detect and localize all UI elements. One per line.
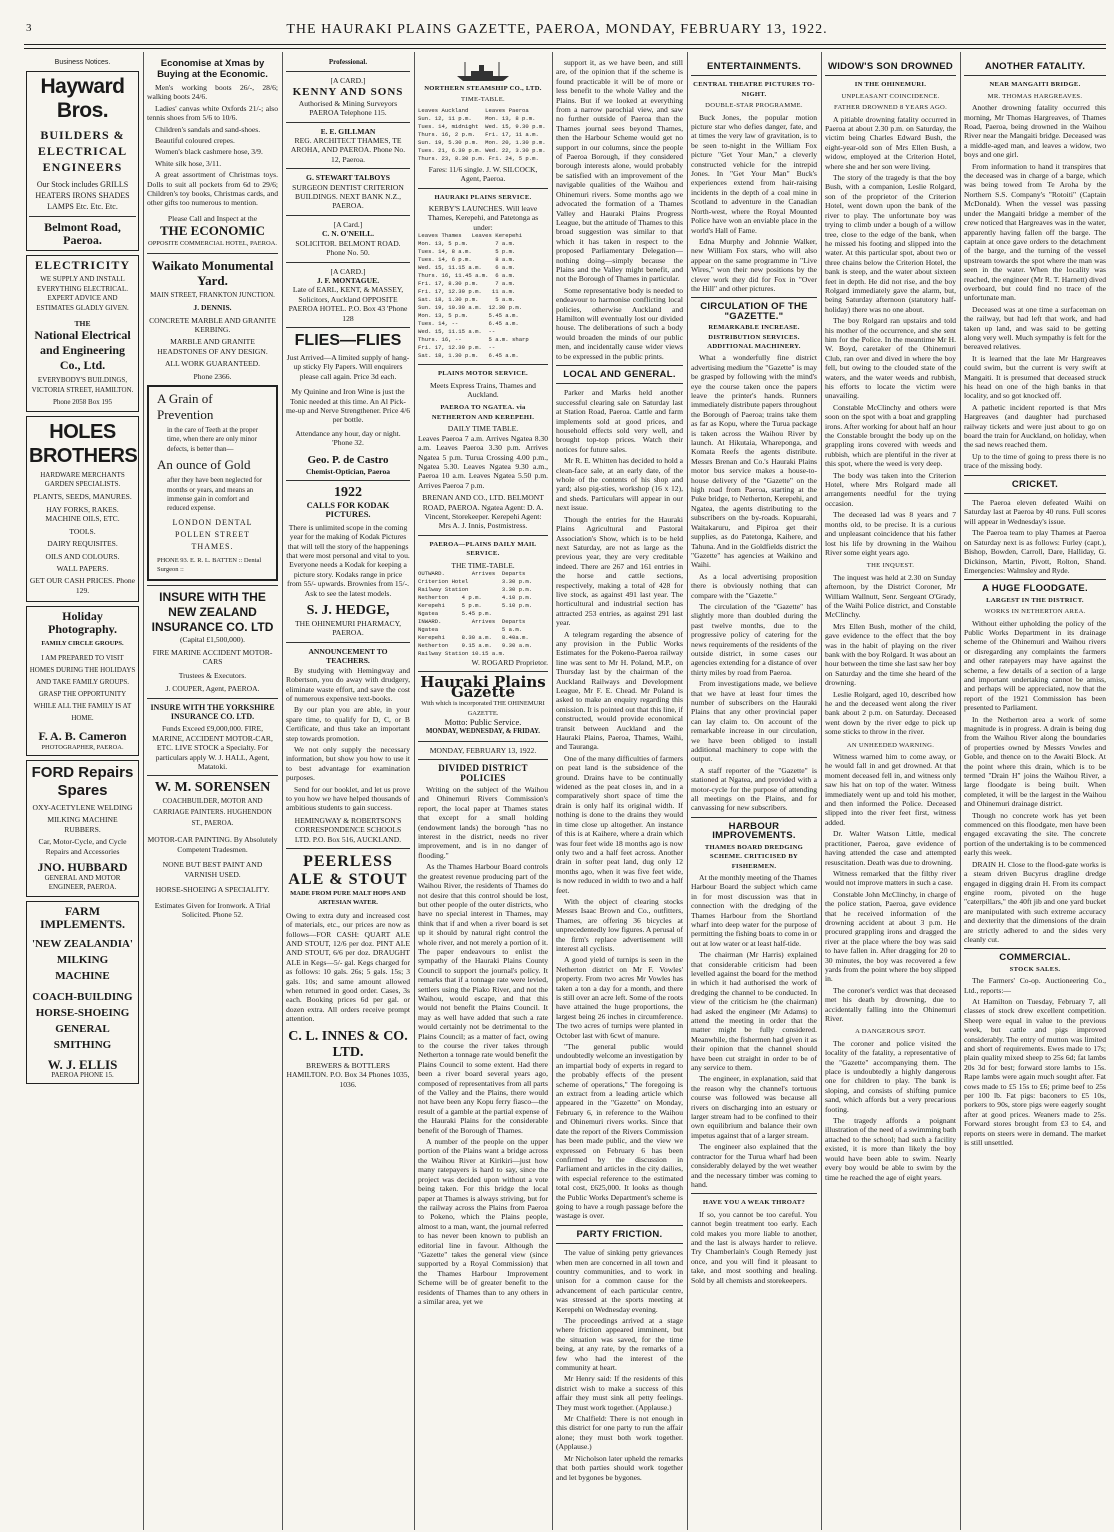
sorensen-name: W. M. SORENSEN	[154, 780, 271, 796]
waikato-address: MAIN STREET, FRANKTON JUNCTION.	[150, 290, 275, 299]
launch-sub: KERBY'S LAUNCHES. Will leave Thames, Kerepehi, and Patetonga as under:	[427, 204, 539, 232]
national-the: THE	[74, 319, 91, 329]
local-general-heading: LOCAL AND GENERAL.	[563, 369, 676, 380]
innes-sub: BREWERS & BOTTLERS HAMILTON. P.O. Box 34 Phones 1035, 1036.	[286, 1060, 410, 1089]
paragraph: Phone 2366.	[193, 371, 232, 381]
nzins-agent: J. COUPER, Agent, PAEROA.	[165, 684, 260, 694]
column-local-general	[556, 58, 683, 1530]
grain-body: in the care of Teeth at the proper time, when there are only minor defects, is better than—	[167, 425, 258, 453]
editorial-continued	[556, 58, 683, 361]
top-rule-2	[24, 48, 1106, 49]
oneill-card: [A Card.]	[333, 219, 363, 229]
masthead-page-number: 3	[26, 22, 33, 34]
column-rule	[687, 52, 688, 1530]
launch-heading: HAURAKI PLAINS SERVICE.	[434, 193, 532, 201]
paragraph: The circulation of the "Gazette" has slightly more than doubled during the past twelve months, due to the progressive policy of catering for the news requirements of the residents of the outside district, in some cases our agencies extending for a distance of over thirty miles by road from Paeroa.	[691, 601, 817, 677]
waikato-body	[147, 316, 278, 381]
farm-heading: FARM IMPLEMENTS.	[39, 903, 125, 931]
circulation-heading: CIRCULATION OF THE "GAZETTE."	[700, 301, 808, 322]
party-friction-heading: PARTY FRICTION.	[576, 1228, 663, 1240]
montague-body: Late of EARL, KENT, & MASSEY, Solicitors, Auckland OPPOSITE PAEROA HOTEL. P.O. Box 43 'Phone 128	[288, 285, 408, 323]
flies-body: Just Arrived—A limited supply of hang-up sticky Fly Papers. Will enquirers please call again. Price 3d each.	[286, 352, 410, 381]
motor-sub: Meets Express Trains, Thames and Auckland.	[430, 380, 536, 400]
fatality-sub: NEAR MANGAITI BRIDGE.	[989, 81, 1081, 89]
paragraph: At the monthly meeting of the Thames Harbour Board the subject which came in for most discussion was that in connection with the dredging of the Thames Harbour from the Shortland wharf into deep water for the purpose of permitting the fishing boats to come in or out at low water or at least half-tide.	[691, 872, 817, 948]
column-professional	[286, 58, 410, 1530]
paragraph: support it, as we have been, and still are, of the opinion that if the scheme is found practicable it will be of more or less benefit to the whole Valley and the Plains. But if we looked at everything from a narrow parochial view, and saw no further outside of Paeroa than the Thames journal sees beyond Thames, then the Harbour Scheme would get no support in our columns, since the people of Paeroa Borough, if they considered borough interests alone, would probably be satisfied with an improvement of the navigable qualities of the Waihou and Ohinemuri rivers. Some months ago we advocated the formation of a Thames Valley and Hauraki Plains Progress League, but the attitude of Thames to this broad suggestion was similar to that which it has taken in respect to the proposed Parliamentary Delegation—nothing doing—simply because the Plains and the Valley might benefit, and not the Borough of Thames in particular.	[556, 58, 683, 284]
paragraph: As the Thames Harbour Board controls the greatest revenue producing part of the Waihou River, the residents of Thames do not desire that this control should be lost, but other people of the outer districts, who have no special interest in Thames, may think that if and when a river board is set up it should by natural right control the whole river, and not merely a portion of it. The paper endeavours to enlist the sympathy of the Hauraki Plains County Council to support the journal's policy. It remarks that if a tonnage rate were levied, settlers using the Piako River, and not the Waihou, would escape, and that this would not benefit the Plains Council. It may as well have added that such a rate would certainly not be detrimental to the Plains Council; as a matter of fact, owing to the course the river takes through Netherton a tonnage rate would benefit the Plains Council to some extent. Had there been a river board several years ago, composed of representatives from all parts of the Valley and the Plains, there would not have been any Kopu ferry fiasco—the result of a gamble at the partial expense of the Hauraki Plains for the considerable benefit of the Borough of Thames.	[418, 862, 548, 1135]
fatality-sub-2: MR. THOMAS HARGREAVES.	[987, 92, 1083, 100]
column-business-notices	[26, 58, 139, 1530]
montague-card: [A CARD.]	[330, 266, 366, 276]
motor-heading: PLAINS MOTOR SERVICE.	[437, 370, 529, 378]
paragraph: Though the entries for the Hauraki Plains Agricultural and Pastoral Association's Show, which is to be held next Saturday, are not as large as the previous year, they are very creditable indeed. There are 267 and 161 entries in the horse and cattle sections, respectively, making a total of 428 for live stock, as against 491 last year. The horticultural and industrial section has attracted 253 entries, as against 291 last year.	[556, 514, 683, 628]
mail-timetable: OUTWARD. Arrives Departs Criterion Hotel 3.30 p.m. Railway Station 3.30 p.m. Netherton 4 p.m. 4.10 p.m. Kerepehi 5 p.m. 5.10 p.m. Ngatea 5.45 p.m. INWARD. Arrives Departs Ngatea 5 a.m. Kerepehi 8.30 a.m. 8.40a.m. Netherton 9.15 a.m. 9.30 a.m. Railway Station 10.15 a.m.	[418, 569, 533, 657]
kenny-body: Authorised & Mining Surveyors PAEROA Telephone 115.	[298, 98, 398, 118]
cricket-body	[964, 498, 1106, 575]
widows-son-sub-2: UNPLEASANT COINCIDENCE.	[841, 92, 940, 100]
harbour-body	[691, 873, 817, 1189]
widows-son-sub-1: IN THE OHINEMURI.	[854, 81, 927, 89]
hubbard-sub: GENERAL AND MOTOR ENGINEER, PAEROA.	[44, 873, 121, 892]
national-phone: Phone 2058 Box 195	[53, 398, 112, 407]
paragraph: The story of the tragedy is that the boy Bush, with a companion, Leslie Rolgard, son of the proprietor of the Criterion Hotel, went down upon the bank of the river to play. The unfortunate boy was trying to climb under a bough of a willow tree, close to the edge of the bank, when he missed his footing and slipped into the water. At this particular spot, about two or three chains below the Criterion Hotel, the bank is steep, and the water about sixteen feet in depth. He did not rise, and the boy Rolgard immediately gave the alarm, but, being Saturday afternoon (statutory half-holiday) there was no one about.	[825, 173, 956, 314]
mail-signature: W. ROGARD Proprietor.	[471, 657, 548, 667]
quinine-attendance: Attendance any hour, day or night. 'Phone 32.	[295, 428, 401, 448]
castro-sub: Chemist-Optician, Paeroa	[305, 466, 391, 476]
paragraph: Edna Murphy and Johnnie Walker, new William Fox stars, who will also appear on the same programme in "Live Wires," won their new positions by the clever work they did for Fox in "Over the Hill" and other pictures.	[691, 236, 817, 293]
paragraph: ALL WORK GUARANTEED.	[164, 359, 261, 369]
paragraph: Send for our booklet, and let us prove to you how we have helped thousands of ambitious students to gain success.	[286, 784, 410, 813]
gillman-name: E. E. GILLMAN	[320, 126, 376, 136]
paragraph: A telegram regarding the absence of any provision in the Public Works Estimates for the Pokeno-Paeroa railway line was sent to Mr H. Poland, M.P., on Thursday last by the chairman of the Auckland Railways and Development League, Mr F. E. Chead. Mr Poland is asked to make an enquiry regarding this omission. It is pointed out that this line, if constructed, would provide economical transit between Auckland and the Hauraki Plains, Paeroa, Thames, Waihi, and Tauranga.	[556, 629, 683, 752]
brenan-agents: BRENAN AND CO., LTD. BELMONT ROAD, PAEROA. Ngatea Agent: D. A. Vincent, Storekeeper. Kerepehi Agent: Mrs A. J. Innis, Postmistress.	[422, 493, 544, 531]
paragraph: The value of sinking petty grievances when men are concerned in all town and country communities, and to work in unison for a common cause for the advancement of each particular centre, was stressed at the sports meeting at Kerepehi on Wednesday evening.	[556, 1248, 683, 1314]
paragraph: A pathetic incident reported is that Mrs Hargreaves (and daughter had purchased railway tickets and were just about to go on board the train for Auckland, on holiday, when the sad news reached them.	[964, 402, 1106, 450]
ngatea-heading: PAEROA TO NGATEA. via NETHERTON AND KEREPEHI.	[431, 404, 535, 421]
ford-repairs-ad	[26, 760, 139, 897]
column-rule	[414, 52, 415, 1530]
paragraph: PLANTS, SEEDS, MANURES.	[33, 492, 132, 502]
paragraph: The engineer also explained that the contractor for the Turua wharf had been considerably delayed by the wet weather and the necessary timber was coming to hand.	[691, 1142, 817, 1189]
column-rule	[552, 52, 553, 1530]
nzins-types: FIRE MARINE ACCIDENT MOTOR-CARS	[152, 648, 273, 667]
peerless-heading: PEERLESS ALE & STOUT	[288, 853, 408, 888]
section-heading: Business Notices.	[54, 59, 111, 66]
paragraph: The Paeroa eleven defeated Waihi on Saturday last at Paeroa by 40 runs. Full scores will appear in Wednesday's issue.	[964, 498, 1106, 526]
paragraph: Witness warned him to come away, or he would fall in and get drowned. At that moment deceased fell in, and witness only saw his hat on top of the water. Witness immediately went up and told his mother, and then informed the Police. Deceased slipped into the river feet first, witness added.	[825, 752, 956, 827]
paragraph: DAIRY REQUISITES.	[47, 539, 118, 549]
paragraph: With the object of clearing stocks Messrs Isaac Brown and Co., outfitters, Thames, are offering 36 bicycles at unprecedentedly low figures. A perusal of the firm's replace advertisement will interest all cyclists.	[556, 896, 683, 953]
paragraph: A number of the people on the upper portion of the Plains want a bridge across the Waihou River at Kirikiri—just how many ratepayers is hard to say, since the project was decided upon without a vote being taken. For this bridge the local paper at Thames is always striving, but for the railway across the Plains from Paeroa to Pokeno, which the Plains people, almost to a man, want, the journal referred to has never been known to publish an editorial line in favour. Although the "Gazette" takes the general view (since supported by a Royal Commission) that the Thames Harbour Improvement Scheme will be of greater benefit to the residents of Thames than to any others in a similar area, yet we	[418, 1137, 548, 1306]
national-body: EVERYBODY'S BUILDINGS, VICTORIA STREET, HAMILTON.	[31, 376, 134, 394]
gillman-body: REG. ARCHITECT THAMES, TE AROHA, AND PAEROA. Phone No. 12, Paeroa.	[290, 136, 406, 164]
flies-heading: FLIES—FLIES	[294, 331, 402, 349]
masthead	[0, 22, 1114, 38]
paragraph: We not only supply the necessary information, but show you how to use it to best advantage for examination purposes.	[286, 744, 410, 783]
hayward-address: Belmont Road, Paeroa.	[44, 220, 121, 248]
floodgate-sub-2: WORKS IN NETHERTON AREA.	[984, 608, 1086, 616]
kenny-card: [A CARD.]	[330, 76, 366, 86]
paragraph: What a wonderfully fine district advertising medium the "Gazette" is may be grasped by following with the mind's eye the course taken once the papers leave the printer's hands. Runners immediately distribute papers throughout the Borough of Paeroa; trains take them as far as Kopu, where the Turua package is taken across the Waihou River by launch. At Hikutaia, Whareponga, and Komata Reefs the agents distribute. Messrs Brenan and Co.'s Hauraki Plains motor bus service makes a house-to-house delivery of the "Gazette" on the high road from Paeroa, starting at the Puke bridge, to Netherton, Kerepehi, and Ngatea, the agents distributing to the subscribers on the by-roads. Kopuarahi, Waitakaruru, and Pipiroa get their supplies, as do Patetonga, Kaihere, and Tahuna. And in the Goldfields district the "Gazette" has agencies at Waikino and Waihi.	[691, 353, 817, 570]
paragraph: One of the many difficulties of farmers on peat land is the subsidence of the ground. Drains have to be continually widened as the peat closes in, and in a comparatively short space of time the drain is only half its original width. If nothing is done to the drains they would in time close up altogether. An instance of this is at Kaihere, where a drain which was four feet wide 18 months ago is now only two and a half feet across. Another drain in softer peat land, dug only 12 months ago, when it was five feet wide, is now reduced in width to two and a half feet.	[556, 753, 683, 895]
paragraph: Another drowning fatality occurred this morning, Mr Thomas Hargreaves, of Thames Road, Paeroa, being drowned in the Waihou River near the Mangaiti bridge. Deceased was a middle-aged man, and leaves a widow, two boys and one girl.	[964, 103, 1106, 160]
paragraph: Up to the time of going to press there is no trace of the missing body.	[964, 451, 1106, 471]
paragraph: At Hamilton on Tuesday, February 7, all classes of stock drew excellent competition. Sheep were equal in value to the previous week, but cattle and pigs improved considerably. The entry of mutton was limited and short of requirements. Ewes made to 17s; plain quality mixed sheep to 25s 6d; fat lambs 20s 3d for best; forward store lambs to 15s. Rape lambs were again much sought after. Fat cows made to £5 15s to £6; prime beef to 25s per 100 lb. Fat pigs: baconers to £5 10s, porkers to 90s, store pigs were eagerly sought after at good prices. Weaners made to 25s. Forward stores brought from £3 to £4, and reports on steers were in demand. The market is still unsettled.	[964, 996, 1106, 1148]
paragraph: In the Netherton area a work of some magnitude is in progress. A drain is being dug from the Waihou River along the boundaries of properties owned by Messrs Vowles and Goble, and thence on to the Awaiti Block. At the point where this drain, which is to be termed "Drain H" joins the Waihou River, a large floodgate is being built. When completed, it will be the largest in the Waihou and Ohinemuri drainage district.	[964, 714, 1106, 809]
hemingway-name: HEMINGWAY & ROBERTSON'S CORRESPONDENCE SCHOOLS LTD. P.O. Box 516, AUCKLAND.	[294, 815, 402, 844]
cameron-name: F. A. B. Cameron	[38, 728, 127, 743]
nzins-capital: (Capital £1,500,000).	[180, 634, 245, 644]
oneill-body: SOLICITOR. BELMONT ROAD. Phone No. 50.	[295, 238, 401, 258]
hayward-trade: BUILDERS & ELECTRICAL ENGINEERS	[37, 128, 128, 175]
coach-heading: COACH-BUILDING HORSE-SHOEING GENERAL SMITHING	[32, 990, 133, 1051]
york-body: Funds Exceed £9,000,000. FIRE, MARINE, ACCIDENT MOTOR-CAR, ETC. LIVE STOCK a Specialty. For particulars apply W. J. HALL, Agent, Matatoki.	[152, 724, 273, 772]
ellis-name: W. J. ELLIS	[47, 1056, 118, 1072]
paragraph: Mr R. E. Whitten has decided to hold a clean-face sale, at an early date, of the whole of the contents of his shop and yard; also pig-sties, workshop (16 x 12), and sheds. Particulars will appear in our next issue.	[556, 456, 683, 513]
dental-name: LONDON DENTAL POLLEN STREET THAMES.	[172, 517, 253, 551]
paragraph: The Paeroa team to play Thames at Paeroa on Saturday next is as follows: Furley (capt.), Bishop, Bowden, Carroll, Dare, Halliday, G. Dickinson, Martin, Pivott, Rolton, Shand. Emergencies: Walmsley and Ryde.	[964, 528, 1106, 575]
castro-name: Geo. P. de Castro	[307, 453, 389, 466]
fatality-body	[964, 103, 1106, 470]
widows-son-body	[825, 115, 956, 558]
hayward-bros-ad	[26, 71, 139, 251]
nzins-heading: INSURE WITH THE NEW ZEALAND INSURANCE CO. LTD	[151, 589, 274, 634]
harbour-sub: THAMES BOARD DREDGING SCHEME. CRITICISED BY FISHERMEN.	[704, 843, 804, 870]
hubbard-name: JNO. HUBBARD	[37, 859, 128, 874]
electricity-ad	[26, 255, 139, 411]
paragraph: HAY FORKS, RAKES. MACHINE OILS, ETC.	[45, 504, 120, 524]
party-friction-body	[556, 1248, 683, 1482]
paragraph: Ladies' canvas white Oxfords 21/-; also tennis shoes from 5/6 to 10/6.	[147, 103, 278, 123]
grain-prevention-ad	[147, 385, 278, 581]
dental-phone: PHONE 93. E. R. L. BATTEN :: Dental Surgeon ::	[157, 556, 262, 574]
throat-heading: HAVE YOU A WEAK THROAT?	[702, 1199, 806, 1207]
paragraph: MARBLE AND GRANITE HEADSTONES OF ANY DESIGN.	[157, 337, 268, 356]
paragraph: Without either upholding the policy of the Public Works Department in its drainage scheme of the Ohinemuri and Waihou rivers or disregarding any complaints the farmers and other ratepayers may have against the scheme, a few details of a section of a large and important undertaking cannot be amiss, and perhaps will be appreciated, now that the report of the 1921 Commission has been presented to Parliament.	[964, 618, 1106, 713]
paragraph: Women's black cashmere hose, 3/9.	[155, 147, 263, 157]
sorensen-horse: HORSE-SHOEING A SPECIALITY.	[155, 885, 270, 895]
ford-heading: FORD Repairs Spares	[31, 763, 134, 799]
grain-heading: A Grain of Prevention	[157, 390, 214, 422]
throat-body: If so, you cannot be too careful. You cannot begin treatment too early. Each cold makes you more liable to another, and the last is always harder to relieve. Try Chamberlain's Cough Remedy just once, and you will find it pleasant to take, and most soothing and healing. Sold by all chemists and storekeepers.	[691, 1209, 817, 1285]
commercial-heading: COMMERCIAL.	[999, 952, 1071, 964]
paragraph: WALL PAPERS.	[56, 563, 109, 573]
paragraph: The Farmers' Co-op. Auctioneering Co., Ltd., reports:—	[964, 976, 1106, 995]
paragraph: The deceased lad was 8 years and 7 months old, to be precise. It is a curious and unpleasant coincidence that his father lost his life by drowning in the Waihou River some eight years ago.	[825, 510, 956, 557]
quinine-body: My Quinine and Iron Wine is just the Tonic needed at this time. An Al Pick-me-up and Nerve Strengthener. Price 4/6 per bottle.	[286, 387, 410, 425]
gazette-sub: With which is incorporated THE OHINEMURI GAZETTE.	[421, 700, 545, 717]
talboys-name: G. STEWART TALBOYS	[306, 173, 390, 183]
holes-items	[29, 492, 136, 595]
waikato-name: J. DENNIS.	[193, 303, 232, 313]
peerless-body: Owing to extra duty and increased cost of materials, etc., our prices are now as follows—FOR CASH: QUART ALE AND STOUT, 12/6 per doz. PINT ALE AND STOUT, 6/6 per doz. DRAUGHT ALE in Kegs—5/- gal. Kegs charged for as follows: 10 gals. 26s; 5 gals. 15s; 3 gals. 10s; and same amount allowed when returned in good order. Cases, 3s each. Booking prices 6d per gal. or dozen extra. All orders receive prompt attention.	[286, 910, 410, 1024]
ship-heading: NORTHERN STEAMSHIP CO., LTD.	[424, 85, 542, 92]
paragraph: Men's working boots 26/-, 28/6; walking boots 24/6.	[147, 83, 278, 102]
paragraph: As a local advertising proposition there is obviously nothing that can compare with the "Gazette."	[691, 571, 817, 600]
paragraph: DRAIN H. Close to the flood-gate works is a steam driven Bucyrus dragline dredge engaged in digging drain H. From its compact engine room, pivoted on the huge "caterpillars," the 40ft jib and one yard bucket are manipulated with such extreme accuracy and dexterity that the dimensions of the drain are strictly adhered to and the sides very cleanly cut.	[964, 859, 1106, 944]
commercial-body	[964, 976, 1106, 1147]
paragraph: By studying with Hemingway and Robertson, you do away with drudgery, eliminate waste effort, and save the cost of numerous expensive text-books.	[286, 665, 410, 703]
paragraph: Children's sandals and sand-shoes.	[155, 124, 261, 134]
paragraph: The boy Rolgard ran upstairs and told his mother of the occurrence, and she sent him for the Police. In the meantime Mr H. W. Boyd, caretaker of the Ohinemuri Club, ran over and dived in where the boy fell, but owing to the clouded state of the waters, and the water weeds and rubbish, his efforts to locate the victim were unavailing.	[825, 316, 956, 401]
column-rule	[143, 52, 144, 1530]
paragraph: Mrs Ellen Bush, mother of the child, gave evidence to the effect that the boy was in the habit of playing on the river bank with the boy Rolgard. It was about an hour between the time she last saw her boy on Saturday and the time she heard of the drowning.	[825, 621, 956, 688]
grain-body-2: after they have been neglected for months or years, and means an immense gain in comfort and reduced expense.	[167, 476, 263, 513]
holiday-sub: FAMILY CIRCLE GROUPS.	[41, 640, 124, 648]
montague-name: J. F. MONTAGUE.	[316, 275, 380, 285]
holiday-body: I AM PREPARED TO VISIT HOMES DURING THE HOLIDAYS AND TAKE FAMILY GROUPS. GRASP THE OPPORTUNITY WHILE ALL THE FAMILY IS AT HOME.	[29, 653, 136, 722]
editorial-body	[418, 785, 548, 1306]
paragraph: Buck Jones, the popular motion picture star who defies danger, fate, and at times the very law of gravitation, is to be seen to-night in the William Fox picture "Get Your Man," a cleverly constructed vehicle for the intrepid Jones. In "Get Your Man" Buck's experiences extend from hair-raising incidents in the depth of a coal mine in Scotland to adventure in the Canadian North-west, where the Royal Mounted Police have won an enviable place in the world's Hall of Fame.	[691, 112, 817, 235]
paragraph: MILKING MACHINE RUBBERS.	[47, 815, 118, 834]
gazette-days: MONDAY, WEDNESDAY, & FRIDAY.	[426, 728, 540, 736]
gazette-nameplate: Hauraki Plains Gazette	[420, 673, 546, 701]
paragraph: Some representative body is needed to endeavour to harmonise conflicting local policies, otherwise Auckland and Hamilton will eventually lost our divided house. The deliberations of such a body would broaden the minds of our public men, and incidentally cause wider views to be expressed in the public prints.	[556, 285, 683, 361]
hayward-name: Hayward Bros.	[40, 75, 125, 123]
column-widows-son	[825, 58, 956, 1530]
ship-timetable-heading: TIME-TABLE.	[461, 96, 505, 104]
paragraph: Writing on the subject of the Waihou and Ohinemuri Rivers Commission's report, the local paper at Thames states that except for a small holding (endowment lands) the borough "has no interest in the district, needs no river improvement, and is in no danger of flooding."	[418, 785, 548, 860]
ship-timetable: Leaves Auckland Leaves Paeroa Sun. 12, 11 p.m. Mon. 13, 8 p.m. Tues. 14, midnight Wed. 15, 9.30 p.m. Thurs. 16, 2 p.m. Fri. 17, 11 a.m. Sun. 19, 5.30 p.m. Mon. 20, 1.30 p.m. Tues. 21, 6.30 p.m. Wed. 22, 3.30 p.m. Thurs. 23, 8.30 p.m. Fri. 24, 5 p.m.	[418, 106, 546, 162]
paragraph: Car, Motor-Cycle, and Cycle Repairs and Accessories	[38, 837, 127, 856]
grain-heading-2: An ounce of Gold	[157, 457, 251, 473]
column-rule	[960, 52, 961, 1530]
paragraph: The coroner's verdict was that deceased met his death by drowning, due to accidentally falling into the Ohinemuri River.	[825, 985, 956, 1023]
hayward-stock: Our Stock includes GRILLS HEATERS IRONS SHADES LAMPS Etc. Etc. Etc.	[35, 180, 130, 212]
widows-son-sub-3: FATHER DROWNED 8 YEARS AGO.	[833, 104, 948, 112]
holes-name: HOLES BROTHERS	[29, 420, 138, 467]
paragraph: Dr. Walter Watson Little, medical practitioner, Paeroa, gave evidence of having attended the case and attempted resuscitation. Death was due to drowning.	[825, 829, 956, 867]
steamship-icon	[453, 60, 513, 82]
paragraph: The chairman (Mr Harris) explained that considerable criticism had been levelled against the board for the method in which it had authorised the work of dredging the channel to be conducted. In view of the criticism he (the chairman) had asked the engineer (Mr Adams) to attend the meeting in order that the matter might be fully considered. Meanwhile, the fishermen had given it as their opinion that the channel should have been cut straight in order to be of any service to them.	[691, 950, 817, 1073]
economic-body	[147, 83, 278, 208]
waikato-heading: Waikato Monumental Yard.	[151, 257, 274, 288]
paragraph: A good yield of turnips is seen in the Netherton district on Mr F. Vowles' property. From two acres Mr Vowles has taken a ton a day for a month, and there is still over an acre left. Some of the roots have attained the huge proportions, the largest being 26 inches in circumference. The two acres of turnips were planted in October last with 6cwt of manure.	[556, 955, 683, 1040]
holiday-heading: Holiday Photography.	[47, 609, 117, 637]
holes-trade: HARDWARE MERCHANTS GARDEN SPECIALISTS.	[40, 470, 125, 489]
cameron-sub: PHOTOGRAPHER, PAEROA.	[41, 743, 124, 751]
innes-name: C. L. INNES & CO. LTD.	[288, 1028, 408, 1060]
economic-call: Please Call and Inspect at the	[167, 213, 258, 223]
paragraph: A great assortment of Christmas toys. Dolls to suit all pockets from 6d to 29/6; Children's toy books, Christmas cards, and other gifts too numerous to mention.	[147, 170, 278, 208]
paragraph: Mr Nicholson later upheld the remarks that both parties should work together and let bygones be bygones.	[556, 1453, 683, 1482]
electricity-heading: ELECTRICITY	[34, 258, 131, 273]
paragraph: Mr Henry said: If the residents of this district wish to make a success of this affair they must sink all petty feelings. They must work together. (Applause.)	[556, 1374, 683, 1412]
mail-heading: PAEROA—PLAINS DAILY MAIL SERVICE.	[429, 540, 537, 558]
professional-heading: Professional.	[328, 58, 368, 66]
commercial-sub: STOCK SALES.	[1009, 965, 1061, 973]
launch-timetable: Leaves Thames Leaves Kerepehi Mon. 13, 5 p.m. 7 a.m. Tues. 14, 8 a.m. 5 p.m. Tues. 14, 6 p.m. 8 a.m. Wed. 15, 11.15 a.m. 6 a.m. Thurs. 16, 11.45 a.m. 6 a.m. Fri. 17, 8.30 p.m. 7 a.m. Fri. 17, 12.30 p.m. 11 a.m. Sat. 18, 1.30 p.m. 5 a.m. Sun. 19, 10.30 a.m. 12.30 p.m. Mon. 13, 5 p.m. 5.45 a.m. Tues. 14, -- 6.45 a.m. Wed. 15, 11.15 a.m. -- Thurs. 16, -- 5 a.m. sharp Fri. 17, 12.30 p.m. -- Sat. 18, 1.30 p.m. 6.45 a.m.	[418, 232, 529, 360]
teachers-body	[286, 666, 410, 813]
column-rule	[282, 52, 283, 1530]
ship-fares: Fares: 11/6 single. J. W. SILCOCK, Agent, Paeroa.	[428, 164, 538, 184]
floodgate-sub: LARGEST IN THE DISTRICT.	[986, 596, 1084, 604]
paragraph: Constable McClinchy and others were soon on the spot with a boat and grappling irons. After working for about half an hour the Constable brought the body up on the grappling irons covered with weeds and rubbish, which are plentiful in the river at this spot, where the weed is very deep.	[825, 402, 956, 469]
paragraph: A staff reporter of the "Gazette" is stationed at Ngatea, and provided with a motor-cycle for the purpose of attending all meetings on the Plains, and for canvassing for new subscribers.	[691, 765, 817, 813]
hedge-sub: THE OHINEMURI PHARMACY, PAEROA.	[295, 619, 401, 638]
floodgate-body	[964, 619, 1106, 945]
gazette-motto: Motto: Public Service.	[444, 717, 522, 727]
harbour-heading: HARBOUR IMPROVEMENTS.	[712, 820, 796, 842]
entertainments-heading: ENTERTAINMENTS.	[706, 61, 802, 72]
teachers-heading: ANNOUNCEMENT TO TEACHERS.	[308, 646, 388, 666]
paragraph: The tragedy affords a poignant illustration of the need of a swimming bath attached to the school; had such a facility existed, it is more than likely the boy would have been able to swim. Nearly every boy would be able to swim by the time he reached the age of eight years.	[825, 1116, 956, 1182]
hedge-name: S. J. HEDGE,	[306, 603, 390, 619]
gazette-date: MONDAY, FEBRUARY 13, 1922.	[429, 745, 537, 755]
economic-address: OPPOSITE COMMERCIAL HOTEL, PAEROA.	[148, 240, 277, 248]
sorensen-body: COACHBUILDER, MOTOR AND CARRIAGE PAINTERS. HUGHENDON ST., PAEROA.	[153, 797, 272, 828]
column-rule	[821, 52, 822, 1530]
kodak-year: 1922	[334, 485, 362, 500]
circulation-body	[691, 353, 817, 813]
national-name: National Electrical and Engineering Co., Ltd.	[34, 328, 131, 373]
inquest-heading: THE INQUEST.	[866, 562, 915, 570]
ngatea-body: Leaves Paeroa 7 a.m. Arrives Ngatea 8.30 a.m. Leaves Paeroa 3.30 p.m. Arrives Ngatea 5 p.m. Turua Crossing 4.00 p.m., Ngatea 5.30. Leaves Ngatea 9.30 a.m., Paeroa 10 a.m. Leaves Ngatea 5.50 p.m. Arrives Paeroa 7 p.m.	[418, 433, 548, 490]
paragraph: Beautiful coloured crepes.	[155, 136, 235, 146]
editorial-heading: DIVIDED DISTRICT POLICIES	[438, 763, 528, 783]
paragraph: Witness remarked that the filthy river would not improve matters in such a case.	[825, 868, 956, 888]
widows-son-heading: WIDOW'S SON DROWNED	[827, 61, 954, 72]
farm-implements-ad	[26, 901, 139, 1084]
warning-body	[825, 752, 956, 1023]
paragraph: Though no concrete work has yet been commenced on this floodgate, men have been engaged excavating the site. The concrete portion of the undertaking is to be commenced early this week.	[964, 810, 1106, 858]
paragraph: The coroner and police visited the locality of the fatality, a representative of the "Gazette" accompanying them. The place is undoubtedly a highly dangerous one for children to play. The bank is sloping, and consists of shifting pumice sand, which affords but a very precarious footing.	[825, 1038, 956, 1114]
sorensen-paint: NONE BUT BEST PAINT AND VARNISH USED.	[162, 860, 263, 879]
paragraph: Constable John McClinchy, in charge of the police station, Paeroa, gave evidence that he received information of the drowning accident at about 3 p.m. He procured grappling irons and dragged the river at the place where the boy was said to have fallen in. After dragging for 20 to 30 minutes, the boy was recovered a few yards from the point where the boy slipped in.	[825, 889, 956, 984]
nzins-trustees: Trustees & Executors.	[178, 670, 247, 680]
electricity-body: WE SUPPLY AND INSTALL EVERYTHING ELECTRICAL. EXPERT ADVICE AND ESTIMATES GLADLY GIVEN.	[36, 275, 129, 312]
column-another-fatality	[964, 58, 1106, 1530]
holes-brothers-ad	[26, 416, 139, 602]
kodak-heading: CALLS FOR KODAK PICTURES.	[306, 500, 390, 520]
column-entertainments	[691, 58, 817, 1530]
local-general-body	[556, 388, 683, 1220]
paragraph: The inquest was held at 2.30 on Sunday afternoon, by the District Coroner, Mr William Wallnutt, Senr. Sergeant O'Grady, of the Waihi Police district, and Constable McClinchy.	[825, 572, 956, 620]
column-advertisements-2	[147, 58, 278, 1530]
paragraph: CONCRETE MARBLE AND GRANITE KERBING.	[149, 315, 276, 334]
york-heading: INSURE WITH THE YORKSHIRE INSURANCE CO. LTD.	[150, 702, 275, 722]
kodak-body: There is unlimited scope in the coming year for the making of Kodak Pictures that will tell the story of the happenings that were most personal and vital to you. Everyone needs a Kodak for keeping a picture story. Kodaks range in price from 55/- upwards. Brownies from 15/-. Ask to see the latest models.	[286, 522, 410, 598]
economic-name: THE ECONOMIC	[159, 223, 266, 239]
oneill-name: C. N. O'NEILL.	[321, 229, 375, 239]
nz-milking-heading: 'NEW ZEALANDIA' MILKING MACHINE	[32, 937, 133, 982]
paragraph: "The general public would undoubtedly welcome an investigation by an impartial body of experts in regard to the probably effects of the present scheme of operations," The foregoing is an extract from a leading article which appeared in the "Gazette" on Monday, February 6, in reference to the Waihou and Ohinemuri rivers works. Since that date the report of the Rivers Commission has been made public, and the view we expressed on February 6 has been confirmed by the discussion in Parliament and articles in the city dailies, with especial reference to the estimated total cost, £625,000. It looks as though the Public Works Department's scheme is going to have a rough passage before the wastage is over.	[556, 1042, 683, 1221]
paragraph: The engineer, in explanation, said that the reason why the channel's tortuous course was followed was because all rivers on discharging into an estuary or larger stream had to be confined to their own equilibrium and balance their own impetus against that of a larger stream.	[691, 1074, 817, 1140]
talboys-body: SURGEON DENTIST CRITERION BUILDINGS. NEXT BANK N.Z., PAEROA.	[292, 182, 404, 211]
fatality-heading: ANOTHER FATALITY.	[984, 61, 1086, 72]
entertainments-body	[691, 113, 817, 294]
ngatea-timetable-heading: DAILY TIME TABLE.	[447, 424, 519, 434]
paragraph: The body was taken into the Criterion Hotel, where Mrs Rolgard made all arrangements needful for the trying occasion.	[825, 470, 956, 508]
entertainments-sub-2: DOUBLE-STAR PROGRAMME.	[705, 102, 803, 110]
paragraph: From information to hand it transpires that the deceased was in charge of a barge, which was being towed from Te Aroha by the Northern S.S. Company's "Rotoiti" (Captain McDonald). When the vessel was passing under the Mangaiti bridge a member of the crew noticed that Hargreaves was in the water, apparently having fallen off the barge. The captain at once gave orders to the detachment of the barge, and the turning of the vessel upstream towards the spot where the man was seen in the water. When the locality was reached, the engineer (Mr R. T. Harnett) dived overboard, but could find no trace of the unfortunate man.	[964, 161, 1106, 303]
paragraph: OILS AND COLOURS.	[45, 551, 120, 561]
warning-heading: AN UNHEEDED WARNING.	[846, 741, 935, 749]
top-rule	[24, 44, 1106, 45]
kenny-name: KENNY AND SONS	[292, 85, 404, 98]
masthead-title: THE HAURAKI PLAINS GAZETTE, PAEROA, MONDAY, FEBRUARY 13, 1922.	[286, 22, 828, 37]
sorensen-estimates: Estimates Given for Ironwork. A Trial Solicited. Phone 52.	[154, 900, 271, 919]
paragraph: A pitiable drowning fatality occurred in Paeroa at about 2.30 p.m. on Saturday, the victim being Charles Edward Bush, the eight-year-old son of Mrs Ellen Bush, a widow, employed at the Criterion Hotel, where she and her son were living.	[825, 114, 956, 171]
mail-timetable-heading: THE TIME-TABLE.	[451, 560, 515, 570]
holiday-photography-ad	[26, 606, 139, 756]
economic-heading: Economise at Xmas by Buying at the Economic.	[157, 58, 268, 80]
paragraph: Mr Chalfield: There is not enough in this district for one party to run the affair alone; they must both work together. (Applause.)	[556, 1414, 683, 1452]
paragraph: By our plan you are able, in your spare time, to qualify for D, C, or B Certificate, and thus take an important step towards promotion.	[286, 705, 410, 743]
floodgate-heading: A HUGE FLOODGATE.	[982, 583, 1088, 595]
circulation-sub: REMARKABLE INCREASE. DISTRIBUTION SERVICES. ADDITIONAL MACHINERY.	[707, 324, 801, 350]
inquest-body	[825, 573, 956, 737]
sorensen-motor: MOTOR-CAR PAINTING. By Absolutely Competent Tradesmen.	[147, 835, 278, 854]
paragraph: GET OUR CASH PRICES. Phone 129.	[29, 576, 136, 595]
paragraph: It is learned that the late Mr Hargreaves could swim, but the current is very swift at Mangaiti. It is presumed that deceased struck his head on one of the high banks in that locality, and so got knocked off.	[964, 353, 1106, 401]
paragraph: TOOLS.	[69, 526, 96, 536]
paragraph: The proceedings arrived at a stage where friction appeared imminent, but the situation was saved, for the time being, at any rate, by the remarks of a few who had the interest of the community at heart.	[556, 1316, 683, 1373]
paragraph: Leslie Rolgard, aged 10, described how he and the deceased went along the river bank about 2 p.m. on Saturday. Deceased went down by the river edge to pick up some sticks to throw in the river.	[825, 689, 956, 737]
peerless-sub: MADE FROM PURE MALT HOPS AND ARTESIAN WATER.	[290, 890, 406, 907]
entertainments-sub: CENTRAL THEATRE PICTURES TO-NIGHT.	[693, 81, 815, 98]
column-timetables-editorial	[418, 58, 548, 1530]
ford-items	[29, 803, 136, 856]
paragraph: OXY-ACETYLENE WELDING	[32, 802, 133, 812]
dangerous-spot-heading: A DANGEROUS SPOT.	[855, 1028, 926, 1036]
dangerous-spot-body	[825, 1039, 956, 1182]
paragraph: White silk hose, 3/11.	[155, 158, 222, 168]
ellis-sub: PAEROA PHONE 15.	[51, 1070, 114, 1079]
paragraph: Parker and Marks held another successful clearing sale on Saturday last at Station Road, Paeroa. Cattle and farm implements sold at good prices, and household effects sold very well, and brought top-top prices. Watch their notices for future sales.	[556, 388, 683, 454]
cricket-heading: CRICKET.	[1011, 478, 1059, 490]
paragraph: Deceased was at one time a surfaceman on the railway, but had left that work, and had taken up land, and was said to be getting along very well. Much sympathy is felt for the bereaved relatives.	[964, 304, 1106, 352]
paragraph: From investigations made, we believe that we have at least four times the number of subscribers on the Hauraki Plains that any other provincial paper can lay claim to. On account of the remarkable increase in our circulation, we have been obliged to install additional machinery to cope with the output.	[691, 679, 817, 764]
